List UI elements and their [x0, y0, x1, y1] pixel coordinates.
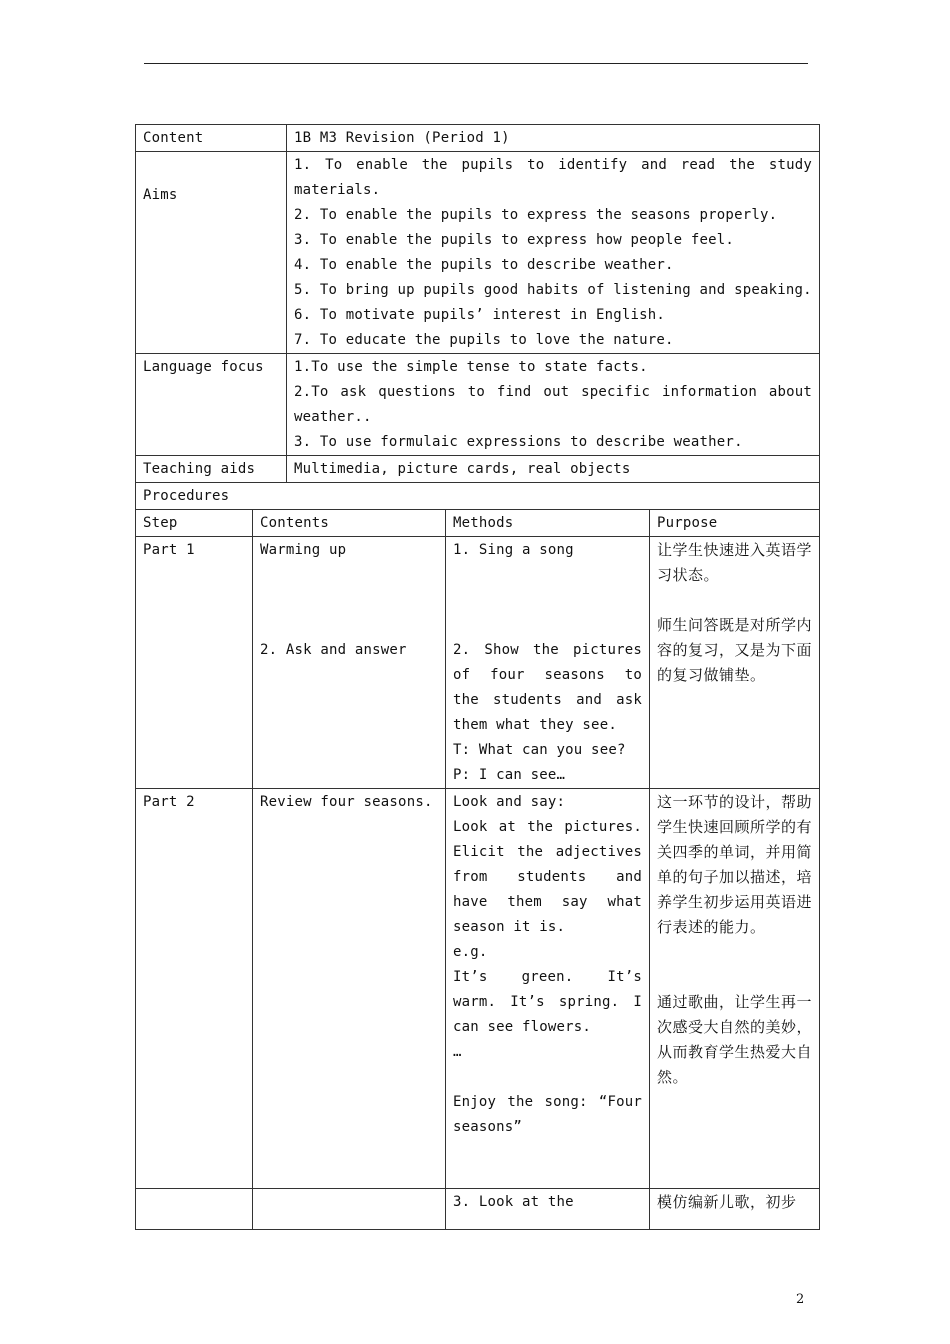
aims-list [287, 152, 820, 354]
aims-label: Aims [136, 152, 287, 354]
methods-header: Methods [446, 510, 650, 537]
aims-row [136, 152, 820, 354]
part2-method-look-pictures: Look at the pictures. Elicit the adjectives from students and have them say what season it is. [453, 819, 642, 935]
procedures-header-row [136, 510, 820, 537]
part1-method-show: 2. Show the pictures of four seasons to the students and ask them what they see. [453, 642, 642, 733]
purpose-header: Purpose [650, 510, 820, 537]
part1-purpose-b: 师生问答既是对所学内容的复习，又是为下面的复习做铺垫。 [657, 616, 813, 684]
part2-purpose-a: 这一环节的设计，帮助学生快速回顾所学的有关四季的单词，并用简单的句子加以描述，培养学生初步运用英语进行表述的能力。 [657, 793, 813, 936]
teaching-aids-row [136, 456, 820, 483]
lesson-plan-table [135, 124, 820, 1230]
part2-purpose-b: 通过歌曲，让学生再一次感受大自然的美妙，从而教育学生热爱大自然。 [657, 993, 813, 1086]
part3-contents [253, 1189, 446, 1230]
aim-item: 7. To educate the pupils to love the nature. [294, 332, 674, 348]
teaching-aids-label: Teaching aids [136, 456, 287, 483]
content-row [136, 125, 820, 152]
part1-methods [446, 537, 650, 789]
part2-methods [446, 789, 650, 1189]
part1-content-warming-up: Warming up [260, 542, 347, 558]
teaching-aids-value: Multimedia, picture cards, real objects [287, 456, 820, 483]
part3-step [136, 1189, 253, 1230]
aim-item: 1. To enable the pupils to identify and read the study materials. [294, 157, 812, 198]
focus-item: 3. To use formulaic expressions to describe weather. [294, 434, 743, 450]
part1-purpose-a: 让学生快速进入英语学习状态。 [657, 541, 813, 584]
page-number: 2 [796, 1292, 805, 1307]
focus-item: 1.To use the simple tense to state facts. [294, 359, 648, 375]
header-rule [144, 63, 808, 64]
part1-contents [253, 537, 446, 789]
part2-step: Part 2 [136, 789, 253, 1189]
part1-row [136, 537, 820, 789]
part3-purpose: 模仿编新儿歌，初步 [650, 1189, 820, 1230]
part2-method-look-say: Look and say: [453, 794, 566, 810]
part3-method: 3. Look at the [446, 1189, 650, 1230]
aim-item: 5. To bring up pupils good habits of listening and speaking. [294, 282, 812, 298]
aim-item: 4. To enable the pupils to describe weather. [294, 257, 674, 273]
part1-method-sing: 1. Sing a song [453, 542, 574, 558]
procedures-row [136, 483, 820, 510]
part2-method-eg: e.g. [453, 944, 488, 960]
part2-method-song: Enjoy the song: “Four seasons” [453, 1094, 642, 1135]
language-focus-list [287, 354, 820, 456]
contents-header: Contents [253, 510, 446, 537]
part1-method-teacher: T: What can you see? [453, 742, 626, 758]
language-focus-row [136, 354, 820, 456]
part1-purpose [650, 537, 820, 789]
part3-row [136, 1189, 820, 1230]
content-value: 1B M3 Revision (Period 1) [287, 125, 820, 152]
content-label: Content [136, 125, 287, 152]
aim-item: 3. To enable the pupils to express how people feel. [294, 232, 735, 248]
part1-step: Part 1 [136, 537, 253, 789]
aim-item: 6. To motivate pupils’ interest in English. [294, 307, 666, 323]
part1-method-pupil: P: I can see… [453, 767, 566, 783]
part2-purpose [650, 789, 820, 1189]
language-focus-label: Language focus [136, 354, 287, 456]
procedures-label: Procedures [136, 483, 820, 510]
step-header: Step [136, 510, 253, 537]
part2-method-example: It’s green. It’s warm. It’s spring. I can see flowers. [453, 969, 642, 1035]
focus-item: 2.To ask questions to find out specific information about weather.. [294, 384, 812, 425]
part2-row [136, 789, 820, 1189]
part1-content-ask-answer: 2. Ask and answer [260, 642, 407, 658]
aim-item: 2. To enable the pupils to express the seasons properly. [294, 207, 778, 223]
part2-method-ellipsis: … [453, 1044, 462, 1060]
part2-contents: Review four seasons. [253, 789, 446, 1189]
